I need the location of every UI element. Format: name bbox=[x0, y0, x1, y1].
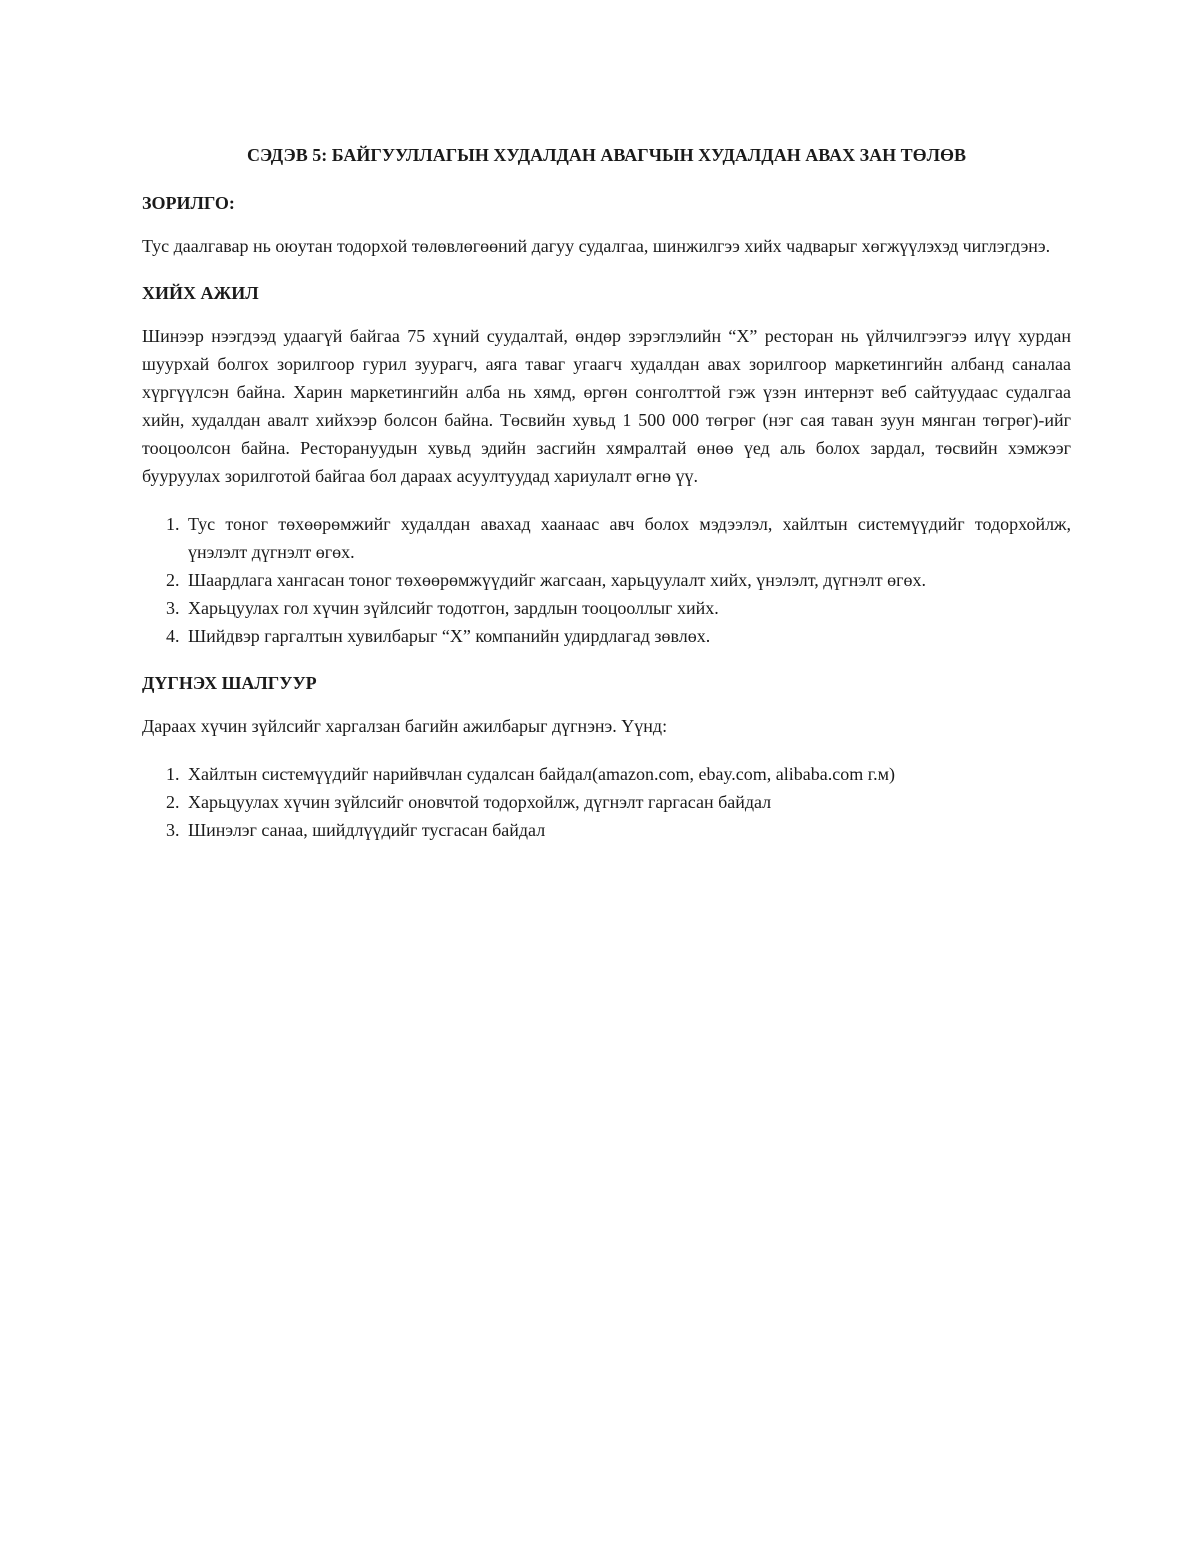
list-item-number: 4. bbox=[166, 626, 180, 646]
document-page bbox=[142, 142, 1071, 864]
list-item-number: 1. bbox=[166, 764, 180, 784]
list-item-number: 2. bbox=[166, 570, 180, 590]
list-item bbox=[142, 622, 1071, 650]
task-paragraph: Шинээр нээгдээд удаагүй байгаа 75 хүний суудалтай, өндөр зэрэглэлийн “Х” ресторан нь үйлчилгээгээ илүү хурдан шуурхай болгох зорилгоор гурил зуурагч, аяга таваг угаагч худалдан авах зорилгоор маркетингийн албанд саналаа хүргүүлсэн байна. Харин маркетингийн алба нь хямд, өргөн сонголттой гэж үзэн интернэт веб сайтуудаас судалгаа хийн, худалдан авалт хийхээр болсон байна. Төсвийн хувьд 1 500 000 төгрөг (нэг сая таван зуун мянган төгрөг)-ийг тооцоолсон байна. Ресторануудын хувьд эдийн засгийн хямралтай өнөө үед аль болох зардал, төсвийн хэмжээг бууруулах зорилготой байгаа бол дараах асуултуудад хариулалт өгнө үү. bbox=[142, 326, 1071, 486]
page-title: СЭДЭВ 5: БАЙГУУЛЛАГЫН ХУДАЛДАН АВАГЧЫН ХУДАЛДАН АВАХ ЗАН ТӨЛӨВ bbox=[247, 145, 966, 165]
list-item-text: Хайлтын системүүдийг нарийвчлан судалсан байдал(amazon.com, ebay.com, alibaba.com г.м) bbox=[188, 764, 895, 784]
list-item-text: Харьцуулах хүчин зүйлсийг оновчтой тодорхойлж, дүгнэлт гаргасан байдал bbox=[188, 792, 772, 812]
goal-paragraph: Тус даалгавар нь оюутан тодорхой төлөвлөгөөний дагуу судалгаа, шинжилгээ хийх чадварыг хөгжүүлэхэд чиглэгдэнэ. bbox=[142, 236, 1051, 256]
list-item-text: Шаардлага хангасан тоног төхөөрөмжүүдийг жагсаан, харьцуулалт хийх, үнэлэлт, дүгнэлт өгөх. bbox=[188, 570, 927, 590]
criteria-list bbox=[142, 760, 1071, 844]
criteria-heading: ДҮГНЭХ ШАЛГУУР bbox=[142, 673, 317, 693]
list-item bbox=[142, 566, 1071, 594]
list-item-text: Шийдвэр гаргалтын хувилбарыг “Х” компанийн удирдлагад зөвлөх. bbox=[188, 626, 711, 646]
goal-heading: ЗОРИЛГО: bbox=[142, 193, 235, 213]
list-item-text: Шинэлэг санаа, шийдлүүдийг тусгасан байдал bbox=[188, 820, 546, 840]
list-item-number: 2. bbox=[166, 792, 180, 812]
list-item bbox=[142, 816, 1071, 844]
list-item-text: Тус тоног төхөөрөмжийг худалдан авахад хаанаас авч болох мэдээлэл, хайлтын системүүдийг тодорхойлж, үнэлэлт дүгнэлт өгөх. bbox=[188, 514, 1071, 562]
list-item-text: Харьцуулах гол хүчин зүйлсийг тодотгон, зардлын тооцооллыг хийх. bbox=[188, 598, 719, 618]
task-list bbox=[142, 510, 1071, 650]
list-item bbox=[142, 594, 1071, 622]
list-item-number: 1. bbox=[166, 514, 180, 534]
task-heading: ХИЙХ АЖИЛ bbox=[142, 283, 259, 303]
list-item bbox=[142, 788, 1071, 816]
list-item-number: 3. bbox=[166, 820, 180, 840]
list-item bbox=[142, 510, 1071, 566]
criteria-paragraph: Дараах хүчин зүйлсийг харгалзан багийн ажилбарыг дүгнэнэ. Үүнд: bbox=[142, 716, 668, 736]
list-item bbox=[142, 760, 1071, 788]
list-item-number: 3. bbox=[166, 598, 180, 618]
